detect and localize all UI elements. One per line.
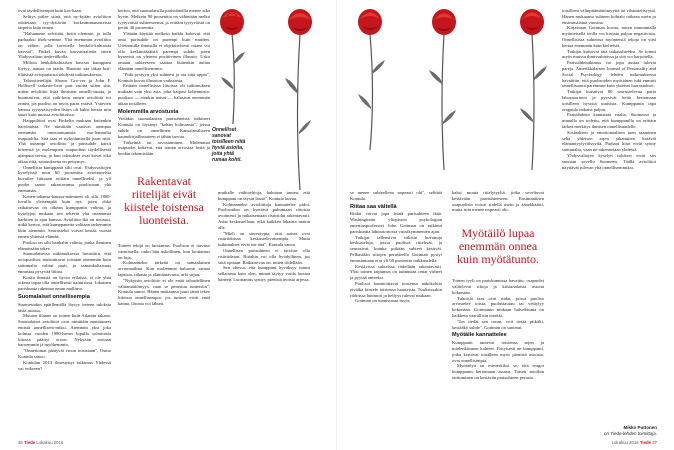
paragraph: kaksi muuta riitelytyyliä, jotka soveltuvat kestävään parisuhteeseen. Ensimmäinen osapuolista voivat riidellä usein ja äänekkäästi, mutta riita menee nopeasti ohi. — [452, 190, 544, 213]
rose-leaf — [299, 120, 311, 134]
author-role: on Tiede-lehden toimittaja. — [604, 430, 657, 436]
rose-illustration — [280, 4, 320, 192]
paragraph: Ylätään käyttää melkein kaikki kokevat, että oma parisuhde on parempi kuin muiden. Useimmilla ihmisillä ei objektiivisesti ottaen voi olla keskimääräistä parempi suhde, joten kyseessä on yleinen positiivinen illuusio. Usko omaan suhteeseen saattaa kuitenkin auttaa elämään onnellisemmin. — [118, 31, 210, 71]
column-2 — [118, 8, 210, 307]
rose-leaf — [234, 52, 245, 64]
paragraph: Tutkijat tallensivat väkisin kuvattuja keskusteluja, joissa puolisot riitelivät, ja seurasivat, kuinka pitkään suhteet kestivät. Pelkästään riitojen perusteella Gottman pystyi ennustamaan erot yli 90 prosentin tarkkuudella. — [350, 234, 442, 263]
subheading: Riitaa saa vältellä — [350, 203, 397, 210]
paragraph: "Onnettomat päätyvät eroon toisistaan", Osmo Kontula sanoo. — [18, 348, 111, 360]
column-6 — [562, 8, 656, 170]
rose-stem — [298, 34, 301, 190]
paragraph: Tutkijat kutsuivat 80 seurustelevaa paria laboratorioon ja pyysivät heitä kertomaan toisilleen hyvistä uutisista. Kumppanin tapa reagoida ratkaisi paljon. — [562, 89, 656, 112]
paragraph: kertoo, että suomalaisilla parisuhteilla menee aika hyvin. Melkein 90 prosenttia on vähintään melko tyytyväisiä suhteeseensa, ja erittäin tyytyväisiä on peräti 40 prosenttia. — [118, 8, 210, 31]
subheading: Suomalaiset onnellisempia — [18, 294, 90, 301]
column-3 — [218, 190, 310, 283]
rose-bloom — [358, 9, 382, 35]
paragraph: se menee suhteelleen nopeasti ohi", selittää Kontula. — [350, 190, 442, 201]
author-name: Mikko Puttonen — [623, 425, 657, 430]
footer-left — [18, 440, 63, 445]
paragraph: Kolmanneksi avioliittoja kannattelee pidot. Puolisoiden on kyettävä puhumaan riitoista avoimesti ja ratkaisemaan ristiriidat rakentavasti. Asiat keskustellaan, eikä kaikkea lakaista maton alle. — [218, 201, 310, 230]
paragraph: ovat täydellisempiä kuin kos-kaan. — [18, 8, 83, 13]
rose-illustration — [512, 4, 552, 172]
page-number: 37 — [652, 440, 657, 445]
paragraph: Kumppanit tuntevat toistensa arjen ja mielenkiinnon kohteet. Erityisesti ne kumppanit, jotka kertovat toisilleen myös pienistä asioista, ovat onnellisimpia. — [452, 340, 544, 363]
magazine-name: Tiede — [23, 440, 36, 445]
issue-date: Lokakuu 2016 — [36, 440, 64, 445]
paragraph: Onnellisen parisuhteen ei tarvitse olla ristiriidaton. Riitakin voi olla hyödyllinen, jos siitä opitaan. Ratkaisevaa on, miten riidellään. — [218, 247, 310, 265]
rose-illustration — [350, 4, 390, 152]
paragraph: Puoliso on silti hankalin valinta, jonka ihminen elämässään tekee. — [18, 239, 111, 251]
rose-stem — [532, 34, 534, 170]
rose-leaf — [534, 66, 547, 80]
paragraph: Sen ohessa, että kumppani hyväksyy minut sellaisena kuin olen, minun täytyy voida luottaa häneen. Luottamus syntyy pienistä teoista arjessa. — [218, 265, 310, 282]
rose-leaf — [443, 110, 456, 124]
rose-leaf — [285, 78, 298, 94]
paragraph: Myötäilyä on esimerkiksi se, että reagoi kumppanin kertomaan asiaan. Toisen asioihin tarttuminen on kestävän parisuhteen perusta. — [452, 363, 544, 380]
paragraph: Onnellisia kumppanit silti ovat: Yhdysvaltojen kyselyissä noin 60 prosenttia avioituneista kuvailee liittoaan erittäin onnelliseksi, ja yli puolet sanoo rakastavansa puolisoaan yhä enemmän. — [18, 164, 111, 193]
paragraph: toisilleen välinpitämättömyyttä tai vihamielisyyttä. Hänen mukaansa suhteen kohtalo ratkeaa usein jo ensimmäisinä vuosina. — [562, 8, 656, 25]
subheading: Myötäile kannattelee — [452, 332, 507, 339]
paragraph: Yhdysvaltojen kyselyn tulokset eivät siis suoraan sovellu Suomeen. Täällä avioliitot näyttävät tulevan yhä onnellisemmiksi. — [562, 152, 656, 170]
column-4 — [350, 190, 442, 304]
page-number: 36 — [18, 440, 23, 445]
paragraph: Kirjassaan Gottman kuvaa, miten muutamalla myönteisellä teolla voi korjata paljon negatiivista. Onnellisissa suhteissa myönteisiä tekoja on viisi kertaa enemmän kuin kielteisiä. — [562, 25, 656, 48]
image-caption: Onnelliset sanovat toisilleen niitä hyviä asioita, joita yhtä rumaa kohti. — [212, 127, 246, 163]
rose-illustration — [212, 4, 252, 126]
rose-leaf — [358, 94, 371, 109]
pull-quote: Rakentavat riitelijät eivät kiistele toistensa luonteista. — [124, 173, 204, 227]
magazine-name: Tiede — [639, 440, 652, 445]
rose-bloom — [288, 9, 312, 35]
paragraph: "Pidä pystyyn yksi suhteesi ja ota siitä oppia", Kontula kuvaa illuusion vaikutusta. — [118, 71, 210, 83]
paragraph: "Nykyisin avioliitto ei ole enää taloudellinen välttämättömyys, vaan se perustuu tunteisiin", Kontula sanoo. Hänen mukaansa juuri tämä tekee liitoista onnellisempia: jos tunteet eivät enää kanna, liitosta voi lähteä. — [118, 277, 210, 306]
paragraph: "Haluamme selvittää, keitä olemme, ja tulla parhaaksi itsek-semme. Yhä enemmän avioliitto on väline, jolla tavoitella henkilö-kohtaista kasvua", Finkel kuvaa kasvuvaatteita sitten Yhdysvaltain tiedevälkolla. — [18, 31, 111, 60]
footer-right — [612, 440, 657, 445]
rose-leaf — [372, 60, 385, 74]
paragraph: Muuten tilanne on toinen kuin Atlantin takana. Suomalaiset avioliitot ovat nimittäin muuttuneet entistä onnellisem-miksi. Aiemmin yksi joka kolmas vuoden 1980-luvun lopulla solmitusta liitosta päättyi eroon. Nykyään erotaan harvemmin ja myöhemmin. — [18, 313, 111, 348]
paragraph: Tutkijat kutsuvat tätä taikasuhteeksi. Se toimii myös muissa ihmissuhteissa ja sitä voi harjoitella. — [562, 48, 656, 60]
paragraph: Kontulan 2013 ilmestynyt tutkimus Yhdessä vai erikseen? — [18, 359, 111, 371]
paragraph: Haippuliitot ovat Finkelin mukaan kuitenkin harvinaisia. Ne nimittäin vaativat aiempaa enemmän omistautumista mo-lemmilta osapuolilta. Sitä taas ei nykyihmisellä juuri riitä. Yhä useampi avioliitto ja parisuhde kärsii kiireestä ja molempien osapuolten täydellisestä ajanpuut-teesta, ja kun odotukset ovat kovat eikä aikaa riitä, seurauksena on pettymys. — [18, 118, 111, 164]
pull-quote: Myötäilö lupaa enemmän onnea kuin myötätunto. — [457, 226, 539, 267]
paragraph: Vieläkin suomalaisten parisuhteista tutkineet Kontula on löytänyt "kehän kolmansia", joissa suhde on onnellinen. Kansainväliseen kaunokirjallisuuteen ei tähän tarvita. — [118, 116, 210, 139]
paragraph: Milloin henkilökohtaisen kasvun kumppani löytyy, autuas on taattu. Huomio saa takaa brit-tiläisistä avioparisista tehdystä tutkimuksesta. — [18, 60, 111, 77]
paragraph: Tärkeintä on arvostaminen. Molemmat osapuolet kokevat, että toinen arvostaa heitä ja heidän tekemisiään. — [118, 139, 210, 157]
rose-bloom — [220, 9, 244, 35]
column-5 — [452, 190, 544, 381]
paragraph: Riidat voivat jopa lisätä parisuhteen ikää. Washingtonin yliopiston psykologian emeritusprofessori John Gottman on tutkinut pariskuntia laboratoriossa vuosikymmenien ajan. — [350, 211, 442, 234]
paragraph: Erittäin onnellisissa liitoissa oli tutkimuksen mukaan vain yksi asia, joka kaipasi kohennusta: puolisot — etenkin naiset — halusivat enemmän aikaa toisilleen. — [118, 83, 210, 106]
rose-stem — [442, 34, 444, 170]
paragraph: Toinen tyyli on pariskunnissa havaittu: osapuolet välttelevät riitoja ja kiistanalaisia asioita kokonaan. — [452, 278, 544, 295]
column-1 — [18, 8, 111, 371]
rose-leaf — [429, 70, 442, 84]
paragraph: Tuhoisia taas ovat riidat, joissa puoliso arvostelee toista, puolustautuu tai vetäytyy kokonaan. Gottmanin mukaan halveksunta on kaikkein vaarallisin merkki. — [452, 295, 544, 318]
paragraph: Puolisot kunnioittavat toistensa näkökohtia eivätkä kiistele toistensa luonteista. Tuulisissakin riidoissa huumori ja hellyys tulevat mukaan. — [350, 280, 442, 298]
rose-illustration — [424, 4, 464, 172]
rose-stem — [370, 34, 373, 150]
paragraph: Kestävissä suhteissa riidellään rakentavasti. Yksi toinen taipumus on tunnustaa omat virheet ja pyytää anteeksi. — [350, 263, 442, 281]
paragraph: Toinen tekijä on luottamus. Puolison ei tarvitse varmistella, onko hän uskollinen, kun luottamus on luja. — [118, 242, 210, 260]
paragraph: Parisuhdetutkimus voi jopa auttaa tulevia pareja. Amerikkalaisen Journal of Personality and Social Psychology -lehden tutkimuksessa havaittiin, että puolisoiden myötäinen tuki ennusti onnellisuutta paremmin kuin yhteiset harrastukset. — [562, 60, 656, 89]
paragraph: Parisuhdetta kannattaa vaalia. Suomessa ja muualla on todettu, että kumppanilla on erittäin tärkeä merkitys ihmisen onnellisuudelle. — [562, 112, 656, 129]
issue-date: Lokakuu 2016 — [611, 440, 639, 445]
rose-bloom — [432, 9, 456, 35]
paragraph: "Mieli on stereotypia, että naiset ovat ristiriidoissa keskustelevaisempia. Mutta tutkimukset eivät tue tätä", Kontula sanoo. — [218, 230, 310, 248]
paragraph: Sosiaalisen ja emotionaalisen tuen saaminen sekä yhteisen arjen jakaminen lisäävät elämäntyytyväisyyttä. Parhaat liitot eivät synny sattumalta, vaan ne rakennetaan yhdessä. — [562, 129, 656, 153]
paragraph: Suomalaisessa tutkimuksessa havaittiin, että aviopuolisot muistuttavat toisiaan enemmän kuin sattumalta valitut parit, ja samankaltaisuus ennustaa pysyvää liittoa. — [18, 251, 111, 274]
paragraph: Gottman on tunnistanut myös — [355, 298, 410, 304]
subheading: Molemmilla arvostusta — [118, 108, 179, 115]
rose-stem — [232, 34, 234, 124]
paragraph: Suomestakin epäillemällä löytyy tieteen tuloksia tästä asiasta. — [18, 301, 111, 313]
paragraph: "Jos tiedät sen tavan, voit tietää pitkälti, kestääkö suhde", Gottman on sanonut. — [452, 318, 544, 330]
rose-leaf — [221, 77, 233, 89]
paragraph: Koska ihmisiä on hyvin erilaisia, ei ole yhtä oikeaa tapaa olla onnellisesti naimisissa. Jokainen pariskunta rakentaa oman mallinsa. — [18, 274, 111, 292]
paragraph: mutkalle vaihtoehtoja, halutaan tuntea, että kumppani on täysin läsnä", Kontula kuvaa. — [218, 190, 310, 201]
rose-bloom — [520, 9, 544, 35]
paragraph: Kenen-tahansa-kanssa-naiminen oli silti 1800-luvulla yleisempää kuin nyt, joten ehkä ratkaisevaa on oikean kumppanin valinta, ja kyselyjen mukaan sen tekevät yhä useammat harkiten ja ajan kanssa. Avioliitto-ikä on noussut, mikä kertoo, että kumppaneita valitaan tarkemmin kuin aiemmin. Seurustelut voivat kestää vuosia ennen yhteistä elämää. — [18, 193, 111, 240]
author-credit — [604, 425, 657, 436]
paragraph: Taloustieteilijät Shawn Gro-ver ja John F. Helliwell tarkaste-livat pari vuotta sitten sitä, miten avioliitto lisää ihmisten onnelli-suutta, ja huomasivat, että vaik-kein onnen avioliitto toi onnea, jos puoliso on myös paras ystävä. Ystävien kanssa tyytyväisyyden lisäys oli kaksi kertaa niin suuri kuin muissa avioliitoissa. — [18, 77, 111, 118]
paragraph: Selitys piilee siinä, että ny-kyään avioliiton odotetaan tyy-dyttävän korkeammanasteisia tarpeita kuin ennen. — [18, 13, 111, 31]
page-gutter — [336, 0, 337, 450]
rose-leaf — [520, 108, 533, 122]
paragraph: Kolmanneksi tärkeää on samanlainen arvomaailma. Kun molemmat haluavat samaa lapsista, rahasta ja elämäntavasta, arki sujuu. — [118, 260, 210, 277]
